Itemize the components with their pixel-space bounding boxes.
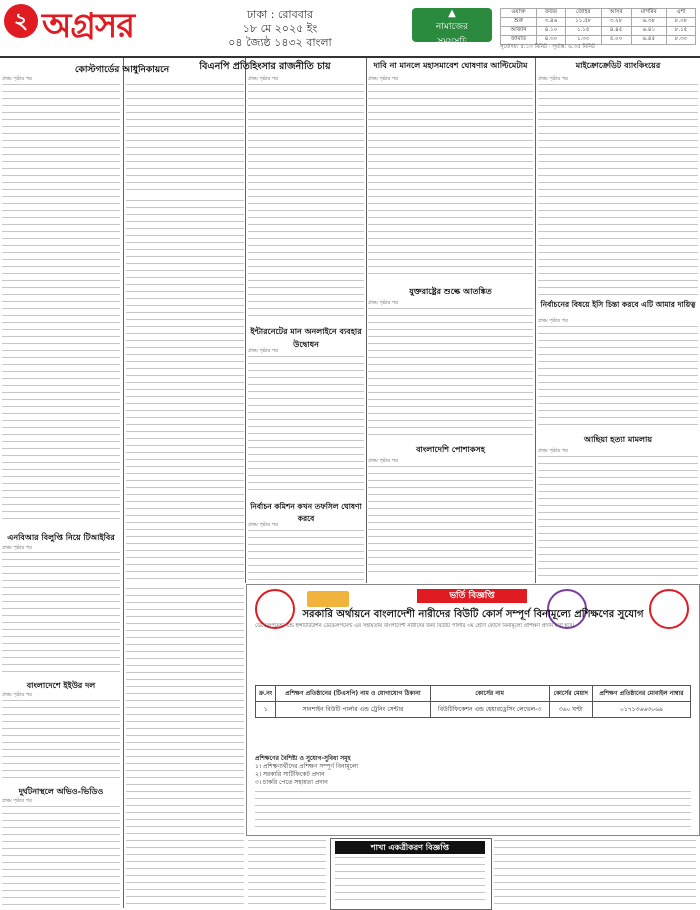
article-body — [248, 84, 364, 320]
date-box — [175, 6, 385, 50]
article-title: বাংলাদেশি পোশাকসহ — [416, 445, 485, 454]
ad-badge: ভর্তি বিজ্ঞপ্তি — [417, 589, 527, 603]
column-rule — [123, 58, 124, 908]
article-title: বাংলাদেশে ইইউর দল — [26, 681, 96, 690]
prayer-cell: মাগরিব — [631, 9, 666, 18]
prayer-cell: ১.১৫ — [565, 27, 601, 36]
ad-intro: ডেভেলপমেন্ট এন্ড ইন্সটিটিউশন ডেভেলপমেন্ট এর সহায়তায় বাংলাদেশী নারীদের জন্য বিউটি পার্লার ৩য় শ্রেণি কোর্সে বিনামূল্যে প্রশিক্ষণ প্রদান করা হবে। — [255, 623, 575, 629]
article-dateline: প্রথম পৃষ্ঠার পর — [368, 76, 398, 82]
article-dateline: প্রথম পৃষ্ঠার পর — [368, 458, 398, 464]
prayer-row — [501, 18, 696, 27]
prayer-cell: জোহর — [565, 9, 601, 18]
article-dateline: প্রথম পৃষ্ঠার পর — [538, 448, 568, 454]
article-body — [2, 84, 120, 524]
ad-footer-note: প্রশিক্ষণের বৈশিষ্ট্য ও সুযোগ-সুবিধা সমূহ — [255, 755, 351, 762]
ad-table-header: কোর্সের নাম — [430, 686, 549, 702]
article-body — [126, 84, 244, 194]
article-body — [248, 530, 364, 580]
page-number: ২ — [4, 4, 38, 38]
article-body — [538, 84, 698, 296]
prayer-cell: ৪.৩০ — [536, 36, 565, 45]
prayer-cell: ১.৩০ — [565, 36, 601, 45]
article-title: আছিয়া হত্যা মামলায় — [583, 435, 653, 444]
prayer-cell: এশা — [666, 9, 695, 18]
column-rule — [366, 58, 367, 583]
prayer-title-line2: সময়সূচি — [437, 37, 467, 47]
article-title: ইন্টারনেটের মান অনলাইনে ব্যবহার উদ্বোধন — [250, 327, 362, 349]
prayer-cell: ৮.১৫ — [666, 27, 695, 36]
article-dateline: প্রথম পৃষ্ঠার পর — [248, 76, 278, 82]
prayer-row — [501, 27, 696, 36]
ad-table-header: ক্র.নং — [256, 686, 276, 702]
article-dateline: প্রথম পৃষ্ঠার পর — [2, 798, 32, 804]
article-body — [126, 588, 244, 906]
article-title: মাইক্রোক্রেডিট ব্যাংকিংয়ের — [575, 61, 661, 70]
prayer-table — [500, 8, 696, 45]
masthead — [0, 0, 700, 58]
prayer-times-box — [400, 4, 696, 52]
date-english: ১৮ মে ২০২৫ ইং — [242, 22, 318, 35]
article-body — [368, 308, 533, 438]
article-title: বিএনপি প্রতিহিংসার রাজনীতি চায় — [199, 61, 331, 72]
article-dateline: প্রথম পৃষ্ঠার পর — [248, 348, 278, 354]
prayer-cell: ৪.৪৫ — [601, 27, 631, 36]
mosque-icon: ▲ — [448, 8, 456, 19]
ad-headline: সরকারি অর্থায়নে বাংলাদেশী নারীদের বিউটি কোর্স সম্পূর্ণ বিনামূল্যে প্রশিক্ষণের সুযোগ — [302, 609, 644, 620]
date-weekday: ঢাকা : রোববার — [246, 8, 314, 21]
article-dateline: প্রথম পৃষ্ঠার পর — [368, 300, 398, 306]
prayer-cell: আজান — [501, 27, 537, 36]
prayer-cell: শুরু — [501, 18, 537, 27]
newspaper-logo: অগ্রসর — [42, 6, 135, 46]
article-body — [494, 840, 696, 906]
article-title: দাবি না মানলে মহাসমাবেশ ঘোষণার আল্টিমেটাম — [373, 61, 528, 70]
ad-table-cell: বিউটিফিকেশন এন্ড হেয়ারড্রেসিং লেভেল-৩ — [430, 702, 549, 718]
prayer-title — [412, 8, 492, 47]
article-body — [126, 200, 244, 580]
prayer-cell: ৫.০০ — [601, 36, 631, 45]
article-body — [2, 552, 120, 672]
article-dateline: প্রথম পৃষ্ঠার পর — [538, 76, 568, 82]
prayer-cell: ফজর — [536, 9, 565, 18]
ad-table-cell: ১ — [256, 702, 276, 718]
date-bangla: ০৪ জ্যৈষ্ঠ ১৪৩২ বাংলা — [228, 36, 332, 49]
ad-table-header: কোর্সের মেয়াদ — [549, 686, 592, 702]
prayer-title-line1: নামাজের — [435, 22, 469, 32]
ad-benefit-item: ১। প্রশিক্ষণার্থীদের প্রশিক্ষণ সম্পূর্ণ বিনামূল্যে — [255, 763, 359, 770]
prayer-cell: ১১.৫৮ — [565, 18, 601, 27]
prayer-cell: ৮.০৮ — [666, 18, 695, 27]
column-rule — [245, 58, 246, 583]
prayer-cell: ৮.৩০ — [666, 36, 695, 45]
ad-table-cell: ৩৬০ ঘণ্টা — [549, 702, 592, 718]
notice-body — [335, 857, 485, 905]
prayer-cell: ওয়াক্ত — [501, 9, 537, 18]
article-body — [368, 466, 533, 578]
article-dateline: প্রথম পৃষ্ঠার পর — [2, 545, 32, 551]
notice-title: শাখা একত্রীকরণ বিজ্ঞপ্তি — [335, 841, 485, 854]
prayer-cell: আসর — [601, 9, 631, 18]
article-body — [2, 700, 120, 780]
prayer-footer: সূর্যোদয়: ৫.১৩ মিনিট · সূর্যাস্ত: ৬.৩৫ মিনিট — [500, 44, 595, 50]
prayer-cell: জামাত — [501, 36, 537, 45]
ad-table-cell: সানশাইন বিউটি পার্লার এন্ড ট্রেনিং সেন্টার — [276, 702, 430, 718]
ad-table-cell: ০১৭১৩৬৬৩০৬৯ — [592, 702, 690, 718]
ad-body — [255, 791, 691, 831]
article-title: এনবিআর বিলুপ্তি নিয়ে টিআইবির — [7, 533, 115, 542]
article-body — [538, 456, 698, 578]
brand-logo — [307, 591, 349, 607]
article-dateline: প্রথম পৃষ্ঠার পর — [248, 522, 278, 528]
admission-advertisement — [246, 584, 700, 836]
ad-table — [255, 685, 691, 718]
article-title: নির্বাচনের বিষয়ে ইসি চিন্তা করবে এটি আমার দায়িত্ব — [540, 300, 696, 309]
ad-benefit-item: ২। সরকারি সার্টিফিকেট প্রদান — [255, 771, 325, 778]
ad-benefit-item: ৩। চাকরি পেতে সহায়তা প্রদান — [255, 779, 328, 786]
ad-table-header: প্রশিক্ষণ প্রতিষ্ঠানের (টিএসপি) নাম ও যোগাযোগ ঠিকানা — [276, 686, 430, 702]
ad-benefits-list — [255, 763, 691, 787]
article-dateline: প্রথম পৃষ্ঠার পর — [2, 76, 32, 82]
prayer-cell: ৪.১০ — [536, 27, 565, 36]
prayer-row — [501, 9, 696, 18]
article-title: কোস্টগার্ডের আধুনিকায়নে — [74, 65, 170, 75]
article-title: নির্বাচন কমিশন কখন তফসিল ঘোষণা করবে — [250, 502, 362, 523]
article-dateline: প্রথম পৃষ্ঠার পর — [538, 318, 568, 324]
article-title: দুর্ঘটনাস্থলে অভিও-ভিডিও — [18, 787, 104, 796]
article-body — [538, 326, 698, 430]
prayer-cell: ৬.৪১ — [631, 27, 666, 36]
prayer-cell: ৩.৪৬ — [536, 18, 565, 27]
prayer-cell: ৬.৪৫ — [631, 36, 666, 45]
branch-merger-notice — [330, 838, 492, 910]
column-rule — [535, 58, 536, 583]
article-title: যুক্তরাষ্ট্রের শুল্কে আতঙ্কিত — [409, 287, 492, 296]
article-body — [248, 356, 364, 496]
ad-table-header: প্রশিক্ষণ প্রতিষ্ঠানের মোবাইল নাম্বার — [592, 686, 690, 702]
prayer-cell: ৩.২৮ — [601, 18, 631, 27]
article-body — [248, 840, 326, 906]
article-dateline: প্রথম পৃষ্ঠার পর — [2, 692, 32, 698]
prayer-cell: ৬.৩৮ — [631, 18, 666, 27]
article-body — [368, 84, 533, 280]
article-body — [2, 806, 120, 906]
